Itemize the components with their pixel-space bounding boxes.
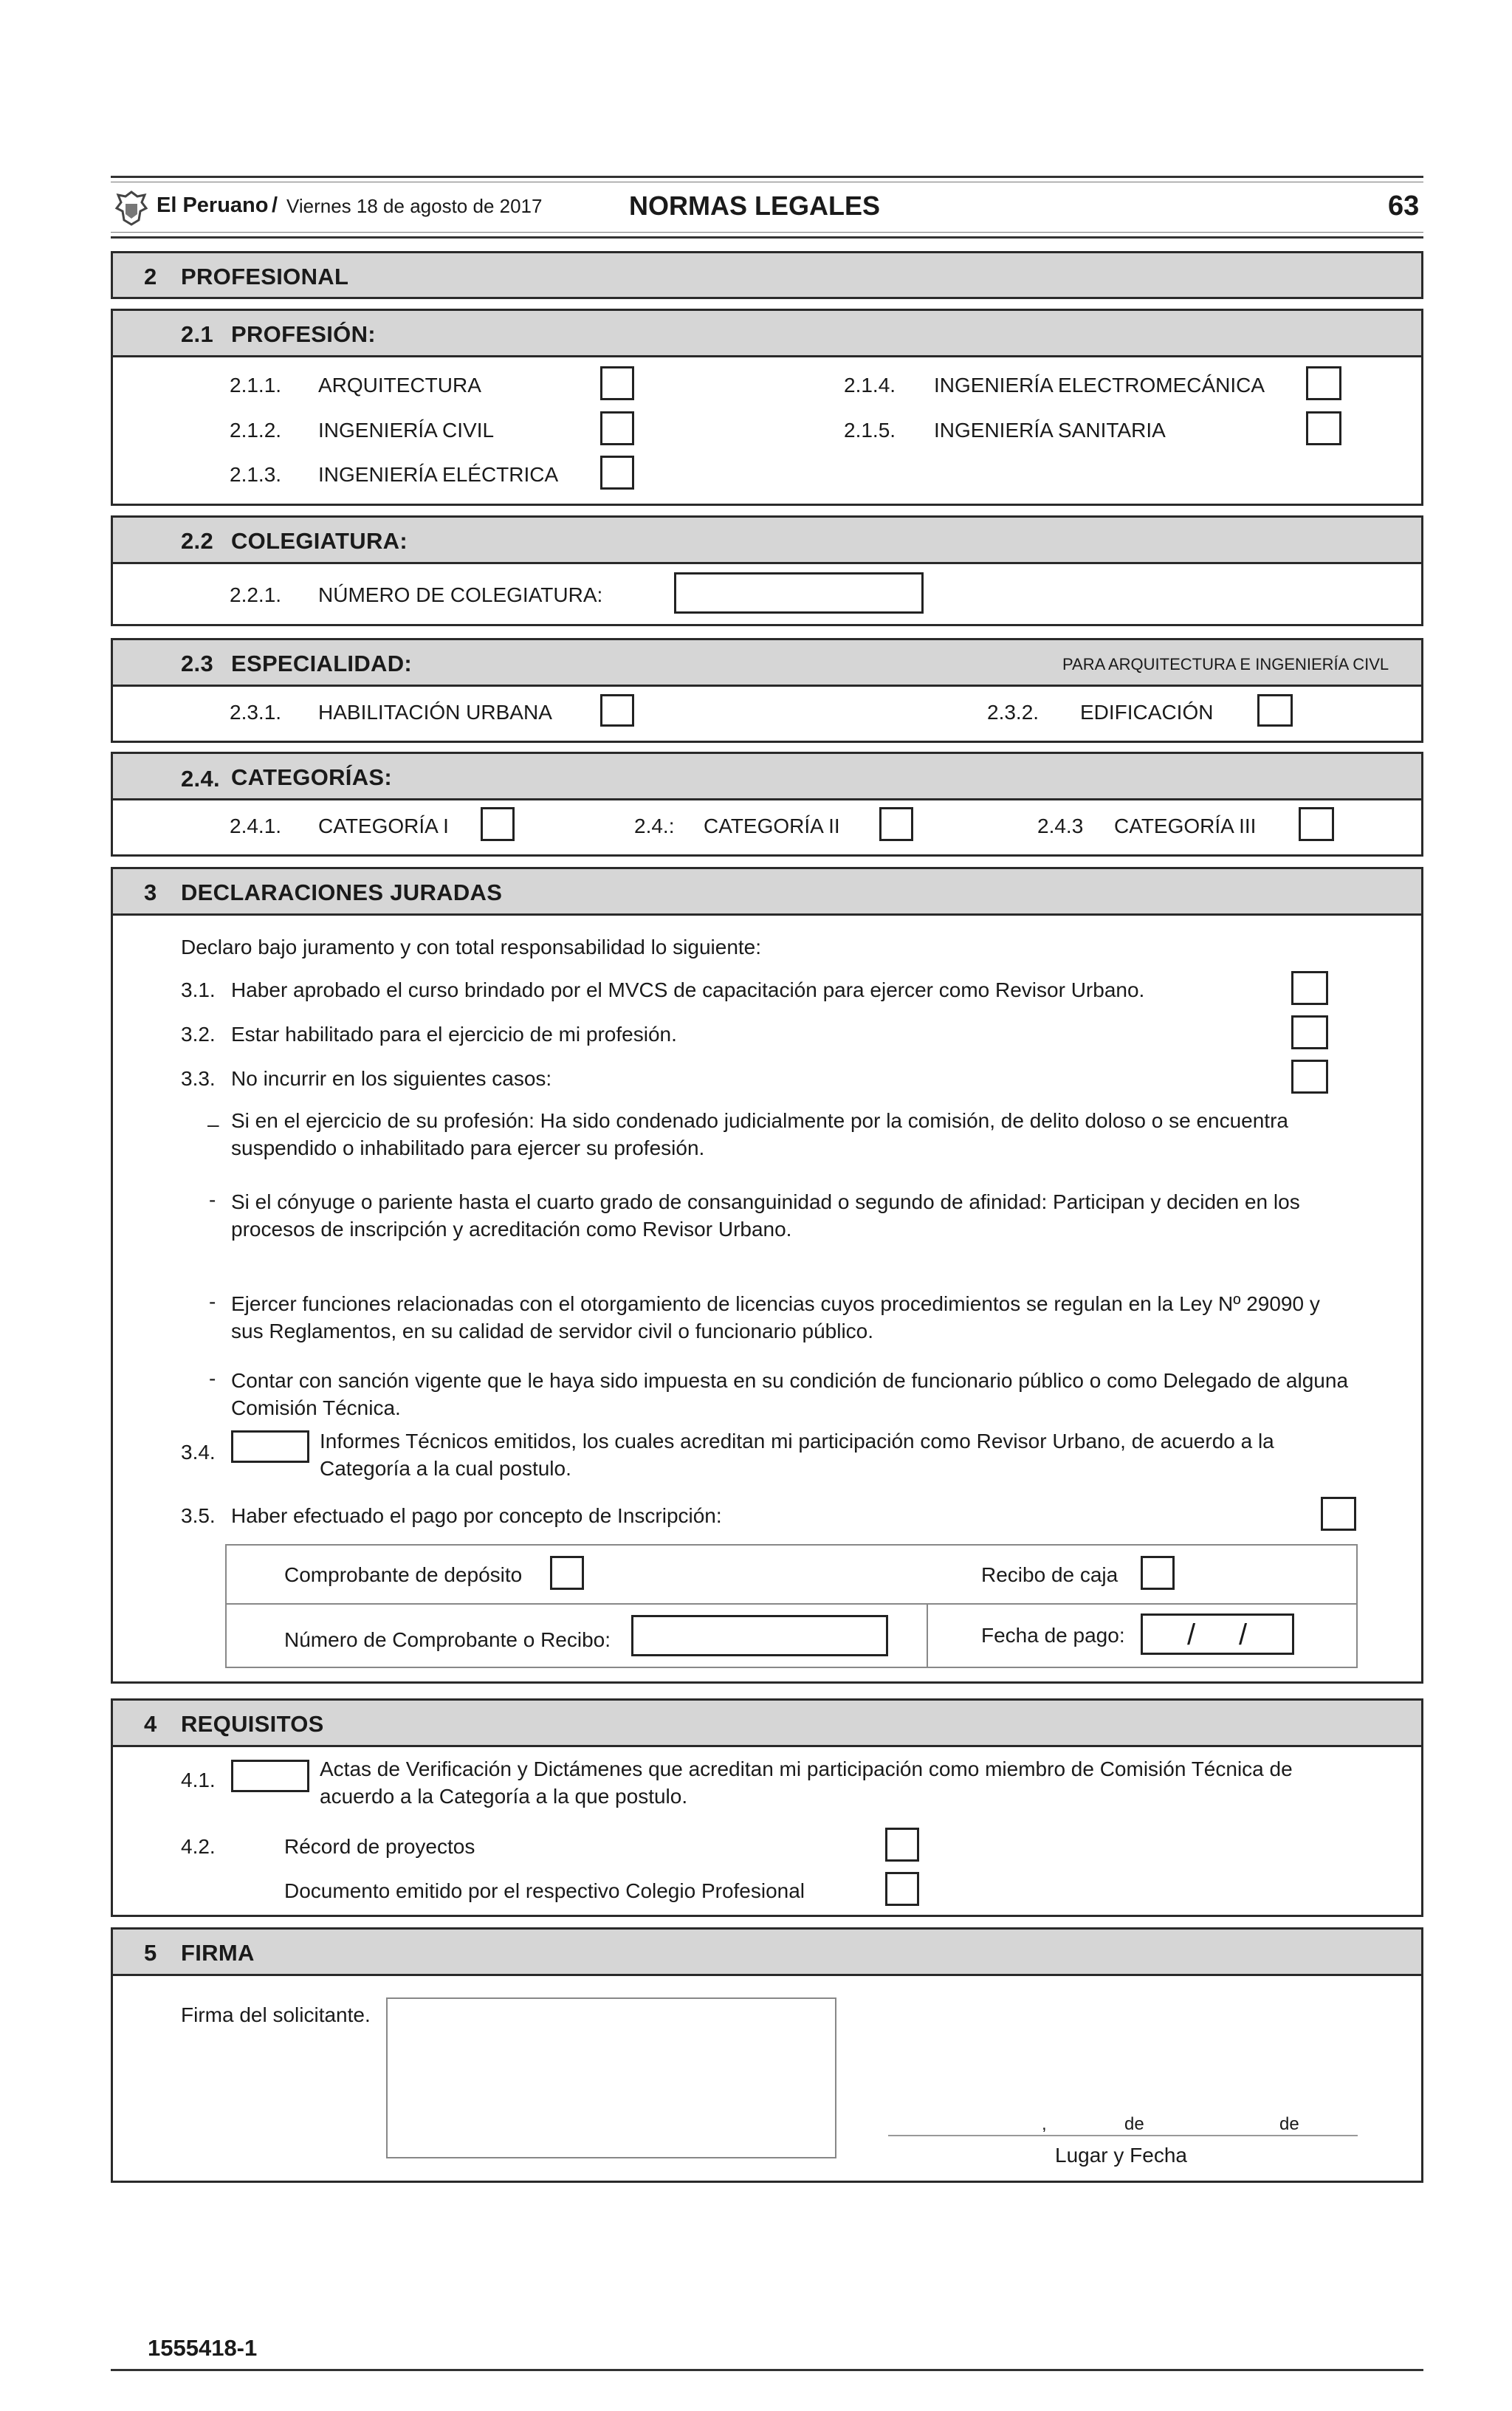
option-2-4-2-checkbox[interactable]	[879, 807, 913, 841]
section-4-head	[113, 1701, 1421, 1747]
section-2-head-bar	[113, 253, 1421, 297]
item-3-5-checkbox[interactable]	[1321, 1497, 1356, 1531]
item-3-2-code: 3.2.	[181, 1023, 216, 1046]
header-top-rule	[111, 176, 1423, 178]
section-2-title: PROFESIONAL	[181, 264, 349, 289]
bullet-2-dash: -	[209, 1188, 216, 1211]
receipt-number-label: Número de Comprobante o Recibo:	[284, 1628, 611, 1651]
bullet-1-dash: –	[207, 1113, 219, 1136]
place-date-comma: ,	[1042, 2114, 1047, 2134]
section-2-header	[111, 251, 1423, 299]
option-2-1-1-label: ARQUITECTURA	[318, 374, 481, 397]
option-2-4-1-label: CATEGORÍA I	[318, 814, 449, 837]
item-3-3-text: No incurrir en los siguientes casos:	[231, 1067, 552, 1090]
section-2-3-especialidad	[111, 638, 1423, 743]
deposit-checkbox[interactable]	[550, 1556, 584, 1590]
item-3-3-checkbox[interactable]	[1291, 1060, 1328, 1094]
item-3-3-code: 3.3.	[181, 1067, 216, 1090]
option-2-4-3-checkbox[interactable]	[1299, 807, 1334, 841]
item-3-4-code: 3.4.	[181, 1441, 216, 1464]
bullet-1-text: Si en el ejercicio de su profesión: Ha sido condenado judicialmente por la comisión, de delito doloso o se encuentra suspendido o inhabilitado para ejercer su profesión.	[231, 1109, 1288, 1159]
bullet-3-dash: -	[209, 1290, 216, 1313]
bullet-4-text: Contar con sanción vigente que le haya sido impuesta en su condición de funcionario público o como Delegado de alguna Comisión Técnica.	[231, 1369, 1349, 1419]
receipt-checkbox[interactable]	[1141, 1556, 1175, 1590]
option-2-1-3-checkbox[interactable]	[600, 456, 634, 490]
item-4-1-text: Actas de Verificación y Dictámenes que acreditan mi participación como miembro de Comisión Técnica de acuerdo a la Categoría a la que postulo.	[320, 1757, 1293, 1808]
signature-box[interactable]	[386, 1997, 836, 2158]
section-2-1-head	[113, 311, 1421, 357]
footer-code: 1555418-1	[148, 2335, 258, 2361]
section-2-3-note: PARA ARQUITECTURA E INGENIERÍA CIVL	[1062, 655, 1389, 673]
option-2-1-4-checkbox[interactable]	[1306, 366, 1341, 400]
option-2-4-1-code: 2.4.1.	[230, 814, 282, 837]
place-date-de-2: de	[1279, 2114, 1299, 2134]
option-2-4-3-code: 2.4.3	[1037, 814, 1084, 837]
option-2-4-2-code: 2.4.:	[634, 814, 675, 837]
coat-of-arms-icon	[112, 189, 151, 227]
item-3-1-checkbox[interactable]	[1291, 971, 1328, 1005]
section-2-1-num: 2.1	[181, 321, 213, 347]
place-date-label: Lugar y Fecha	[1055, 2144, 1187, 2167]
section-3-num: 3	[144, 879, 157, 905]
header-bottom-rule-thick	[111, 236, 1423, 239]
option-2-1-5-code: 2.1.5.	[844, 419, 896, 442]
option-2-4-2-label: CATEGORÍA II	[704, 814, 840, 837]
option-2-3-2-checkbox[interactable]	[1257, 694, 1293, 727]
receipt-label: Recibo de caja	[981, 1563, 1118, 1586]
header-paper-name: El Peruano	[157, 193, 269, 217]
option-2-1-4-label: INGENIERÍA ELECTROMECÁNICA	[934, 374, 1265, 397]
item-4-2-label-1: Récord de proyectos	[284, 1835, 475, 1858]
footer-rule	[111, 2369, 1423, 2371]
option-2-3-1-checkbox[interactable]	[600, 694, 634, 727]
option-2-1-3-code: 2.1.3.	[230, 463, 282, 486]
item-3-1-text: Haber aprobado el curso brindado por el MVCS de capacitación para ejercer como Revisor Urbano.	[231, 978, 1145, 1001]
header-bottom-rule	[111, 232, 1423, 233]
option-2-1-2-code: 2.1.2.	[230, 419, 282, 442]
option-2-3-2-label: EDIFICACIÓN	[1080, 701, 1214, 724]
item-3-5-code: 3.5.	[181, 1504, 216, 1527]
option-2-1-5-label: INGENIERÍA SANITARIA	[934, 419, 1166, 442]
declaration-intro: Declaro bajo juramento y con total responsabilidad lo siguiente:	[181, 936, 762, 958]
item-4-1-count-input[interactable]	[231, 1760, 309, 1792]
option-2-3-2-code: 2.3.2.	[987, 701, 1040, 724]
date-separator-2: /	[1239, 1619, 1248, 1651]
item-4-1-code: 4.1.	[181, 1769, 216, 1791]
item-4-2-record-checkbox[interactable]	[885, 1828, 919, 1862]
date-separator-1: /	[1187, 1619, 1196, 1651]
item-4-2-label-2: Documento emitido por el respectivo Colegio Profesional	[284, 1879, 805, 1902]
option-2-1-5-checkbox[interactable]	[1306, 411, 1341, 445]
item-3-2-text: Estar habilitado para el ejercicio de mi profesión.	[231, 1023, 677, 1046]
section-2-1-title: PROFESIÓN:	[231, 321, 376, 347]
bullet-4-dash: -	[209, 1367, 216, 1390]
option-2-1-3-label: INGENIERÍA ELÉCTRICA	[318, 463, 559, 486]
item-3-4-count-input[interactable]	[231, 1430, 309, 1463]
option-2-3-1-label: HABILITACIÓN URBANA	[318, 701, 552, 724]
option-2-1-2-label: INGENIERÍA CIVIL	[318, 419, 495, 442]
option-2-1-2-checkbox[interactable]	[600, 411, 634, 445]
section-5-num: 5	[144, 1940, 157, 1966]
header-section-title: NORMAS LEGALES	[629, 191, 881, 221]
payment-table-row-divider	[227, 1603, 1356, 1605]
item-3-5-text: Haber efectuado el pago por concepto de Inscripción:	[231, 1504, 722, 1527]
deposit-label: Comprobante de depósito	[284, 1563, 523, 1586]
section-5-title: FIRMA	[181, 1940, 255, 1966]
payment-date-input[interactable]	[1141, 1613, 1294, 1655]
item-3-4-text: Informes Técnicos emitidos, los cuales acreditan mi participación como Revisor Urbano, de acuerdo a la Categoría a la cual postulo.	[320, 1430, 1274, 1480]
section-2-num: 2	[144, 264, 157, 289]
item-4-2-document-checkbox[interactable]	[885, 1872, 919, 1906]
item-3-1-code: 3.1.	[181, 978, 216, 1001]
header-page-number: 63	[1388, 191, 1420, 222]
option-2-1-4-code: 2.1.4.	[844, 374, 896, 397]
section-2-3-title: ESPECIALIDAD:	[231, 651, 413, 676]
colegiatura-code: 2.2.1.	[230, 583, 282, 606]
bullet-2-text: Si el cónyuge o pariente hasta el cuarto grado de consanguinidad o segundo de afinidad: Participan y deciden en los procesos de inscripción y acreditación como Revisor Urbano.	[231, 1190, 1300, 1241]
section-2-4-title: CATEGORÍAS:	[231, 764, 392, 790]
bullet-3-text: Ejercer funciones relacionadas con el otorgamiento de licencias cuyos procedimientos se regulan en la Ley Nº 29090 y sus Reglamentos, en su calidad de servidor civil o funcionario público.	[231, 1292, 1320, 1342]
section-2-4-head	[113, 754, 1421, 800]
section-2-1-profesion	[111, 309, 1423, 506]
option-2-3-1-code: 2.3.1.	[230, 701, 282, 724]
section-2-3-head	[113, 640, 1421, 687]
section-2-3-num: 2.3	[181, 651, 213, 676]
receipt-number-input[interactable]	[631, 1615, 888, 1656]
colegiatura-number-input[interactable]	[674, 572, 924, 614]
section-2-2-num: 2.2	[181, 528, 213, 554]
signature-label: Firma del solicitante.	[181, 2003, 371, 2026]
section-3-head	[113, 869, 1421, 916]
option-2-4-1-checkbox[interactable]	[481, 807, 515, 841]
payment-table	[225, 1544, 1358, 1668]
section-2-4-categorias	[111, 752, 1423, 857]
place-date-line	[888, 2135, 1358, 2136]
section-4-requisitos	[111, 1698, 1423, 1917]
item-4-2-code: 4.2.	[181, 1835, 216, 1858]
section-2-4-num: 2.4.	[181, 766, 220, 792]
option-2-1-1-code: 2.1.1.	[230, 374, 282, 397]
section-2-2-title: COLEGIATURA:	[231, 528, 408, 554]
section-4-title: REQUISITOS	[181, 1711, 324, 1737]
place-date-de-1: de	[1124, 2114, 1144, 2134]
section-5-head	[113, 1930, 1421, 1976]
header-separator: /	[272, 193, 278, 217]
payment-date-label: Fecha de pago:	[981, 1624, 1125, 1647]
section-5-firma	[111, 1927, 1423, 2183]
section-4-num: 4	[144, 1711, 157, 1737]
option-2-1-1-checkbox[interactable]	[600, 366, 634, 400]
section-2-2-colegiatura	[111, 515, 1423, 626]
header-date: Viernes 18 de agosto de 2017	[286, 195, 543, 217]
option-2-4-3-label: CATEGORÍA III	[1114, 814, 1257, 837]
section-2-2-head	[113, 518, 1421, 564]
item-3-2-checkbox[interactable]	[1291, 1015, 1328, 1049]
payment-table-col-divider	[927, 1603, 928, 1667]
section-3-title: DECLARACIONES JURADAS	[181, 879, 503, 905]
colegiatura-label: NÚMERO DE COLEGIATURA:	[318, 583, 603, 606]
section-3-declaraciones	[111, 867, 1423, 1684]
